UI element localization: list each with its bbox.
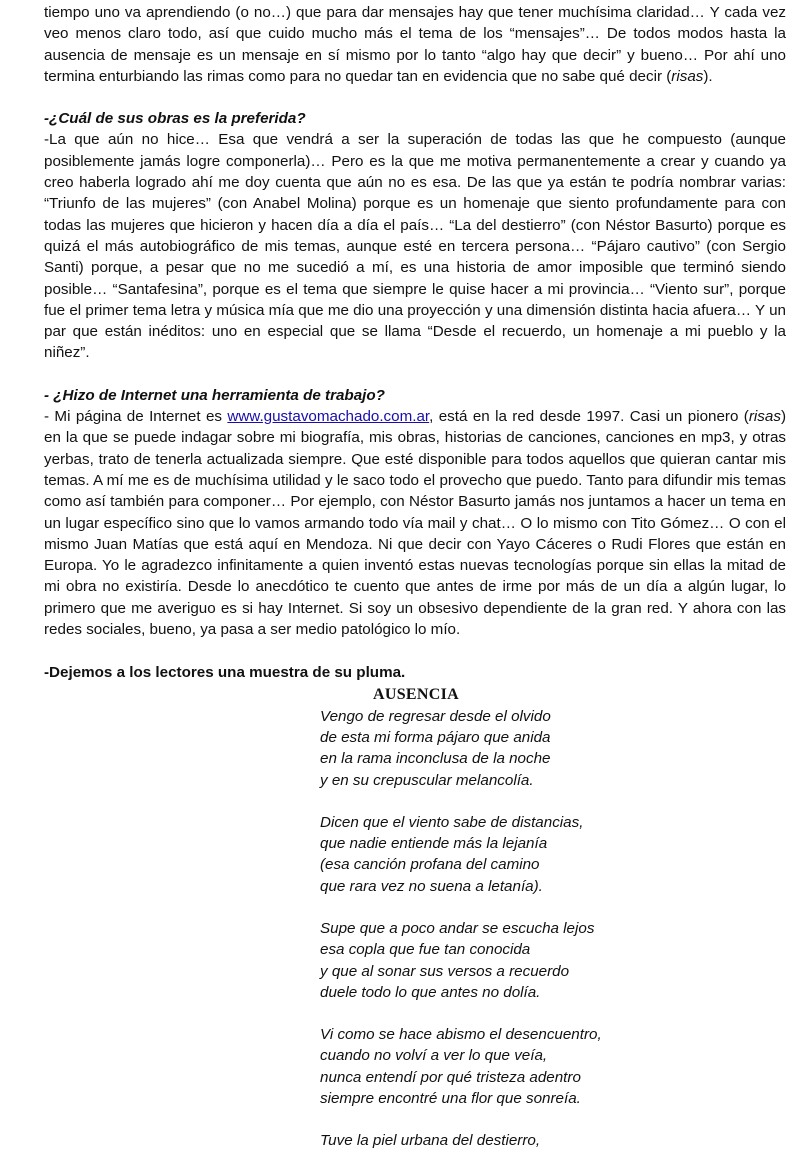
intro-end: ). xyxy=(703,67,713,85)
poem-stanza-2 xyxy=(320,812,786,897)
poem-title: AUSENCIA xyxy=(373,685,459,703)
answer-internet-end: ) en la que se puede indagar sobre mi biografía, mis obras, historias de canciones, canciones en mp3, y otras yerbas, trato de tenerla actualizada siempre. Que esté disponible para todos aquellos que quieran cantar mis temas. A mí me es de muchísima utilidad y le saco todo el provecho que puedo. Tanto para difundir mis temas como así también para componer… Por ejemplo, con Néstor Basurto jamás nos juntamos a hacer un tema en un lugar específico sino que lo vamos armando todo vía mail y chat… O lo mismo con Tito Gómez… O con el mismo Juan Matías que está aquí en Mendoza. Ni que decir con Yayo Cáceres o Rudi Flores que están en Europa. Yo le agradezco infinitamente a quien inventó estas nuevas tecnologías porque sin ellas la mitad de mi obra no existiría. Desde lo anecdótico te cuento que antes de irme por más de un día a algún lugar, lo primero que me averiguo es si hay Internet. Si soy un obsesivo dependiente de la gran red. Y ahora con las redes sociales, bueno, ya pasa a ser medio patológico lo mío. xyxy=(44,408,786,639)
question-internet: - ¿Hizo de Internet una herramienta de trabajo? xyxy=(44,386,385,404)
answer-favorite-work: -La que aún no hice… Esa que vendrá a ser la superación de todas las que he compuesto (aunque posiblemente jamás logre componerla)… Pero es la que me motiva permanentemente a crear y cuando ya creo haberla logrado ahí me doy cuenta que aún no es esa. De las que ya están te podría nombrar varias: “Triunfo de las mujeres” (con Anabel Molina) porque es un homenaje que siento profundamente para con todas las mujeres que hicieron y hacen día a día el país… “La del destierro” (con Néstor Basurto) porque es quizá el más autobiográfico de mis temas, aunque esté en tercera persona… “Pájaro cautivo” (con Sergio Santi) porque, a pesar que no me sucedió a mí, es una historia de amor imposible que terminó siendo posible… “Santafesina”, porque es el tema que siempre le quise hacer a mi provincia… “Viento sur”, porque fue el primer tema letra y música mía que me dio una proyección y una dimensión distinta hacia afuera… Y un par que están inéditos: uno en especial que se llama “Desde el recuerdo, un homenaje a mi pueblo y la niñez”. xyxy=(44,131,786,362)
website-link[interactable]: www.gustavomachado.com.ar xyxy=(227,408,430,426)
answer-internet-risas: risas xyxy=(748,408,781,426)
poem-stanza-1 xyxy=(320,706,786,791)
spacer xyxy=(44,640,786,662)
spacer xyxy=(44,364,786,385)
poem-verse: que nadie entiende más la lejanía xyxy=(320,835,548,853)
answer-internet-mid: , está en la red desde 1997. Casi un pionero ( xyxy=(429,408,749,426)
poem-stanza-3 xyxy=(320,918,786,1003)
poem-stanza-4 xyxy=(320,1024,786,1109)
intro-text: tiempo uno va aprendiendo (o no…) que para dar mensajes hay que tener muchísima claridad… Y cada vez veo menos claro todo, así que cuido mucho más el tema de los “mensajes”… De todos modos hasta la ausencia de mensaje es un mensaje en sí mismo por lo tanto “algo hay que decir” y bueno… Por ahí uno termina enturbiando las rimas como para no quedar tan en evidencia que no sabe qué decir ( xyxy=(44,4,786,85)
question-favorite-work: -¿Cuál de sus obras es la preferida? xyxy=(44,110,306,128)
poem-verse: Vi como se hace abismo el desencuentro, xyxy=(320,1026,602,1044)
poem-verse: esa copla que fue tan conocida xyxy=(320,941,531,959)
poem-verse: que rara vez no suena a letanía). xyxy=(320,877,543,895)
poem-verse: de esta mi forma pájaro que anida xyxy=(320,728,551,746)
poem-verse: (esa canción profana del camino xyxy=(320,856,540,874)
intro-paragraph xyxy=(44,2,786,87)
poem-verse: y que al sonar sus versos a recuerdo xyxy=(320,962,570,980)
poem-verse: cuando no volví a ver lo que veía, xyxy=(320,1047,548,1065)
poem-verse: en la rama inconclusa de la noche xyxy=(320,750,551,768)
poem-verse: nunca entendí por qué tristeza adentro xyxy=(320,1068,581,1086)
answer-internet xyxy=(44,406,786,640)
intro-risas: risas xyxy=(671,67,704,85)
poem-verse: Vengo de regresar desde el olvido xyxy=(320,707,551,725)
poem xyxy=(320,684,786,1152)
poem-stanza-5 xyxy=(320,1130,786,1151)
spacer xyxy=(44,87,786,108)
poem-verse: Supe que a poco andar se escucha lejos xyxy=(320,919,595,937)
poem-verse: Tuve la piel urbana del destierro, xyxy=(320,1132,541,1150)
poem-verse: siempre encontré una flor que sonreía. xyxy=(320,1090,581,1108)
poem-verse: y en su crepuscular melancolía. xyxy=(320,771,534,789)
poem-verse: Dicen que el viento sabe de distancias, xyxy=(320,813,584,831)
question-sample: -Dejemos a los lectores una muestra de su pluma. xyxy=(44,664,406,682)
poem-verse: duele todo lo que antes no dolía. xyxy=(320,983,541,1001)
answer-internet-start: - Mi página de Internet es xyxy=(44,408,228,426)
